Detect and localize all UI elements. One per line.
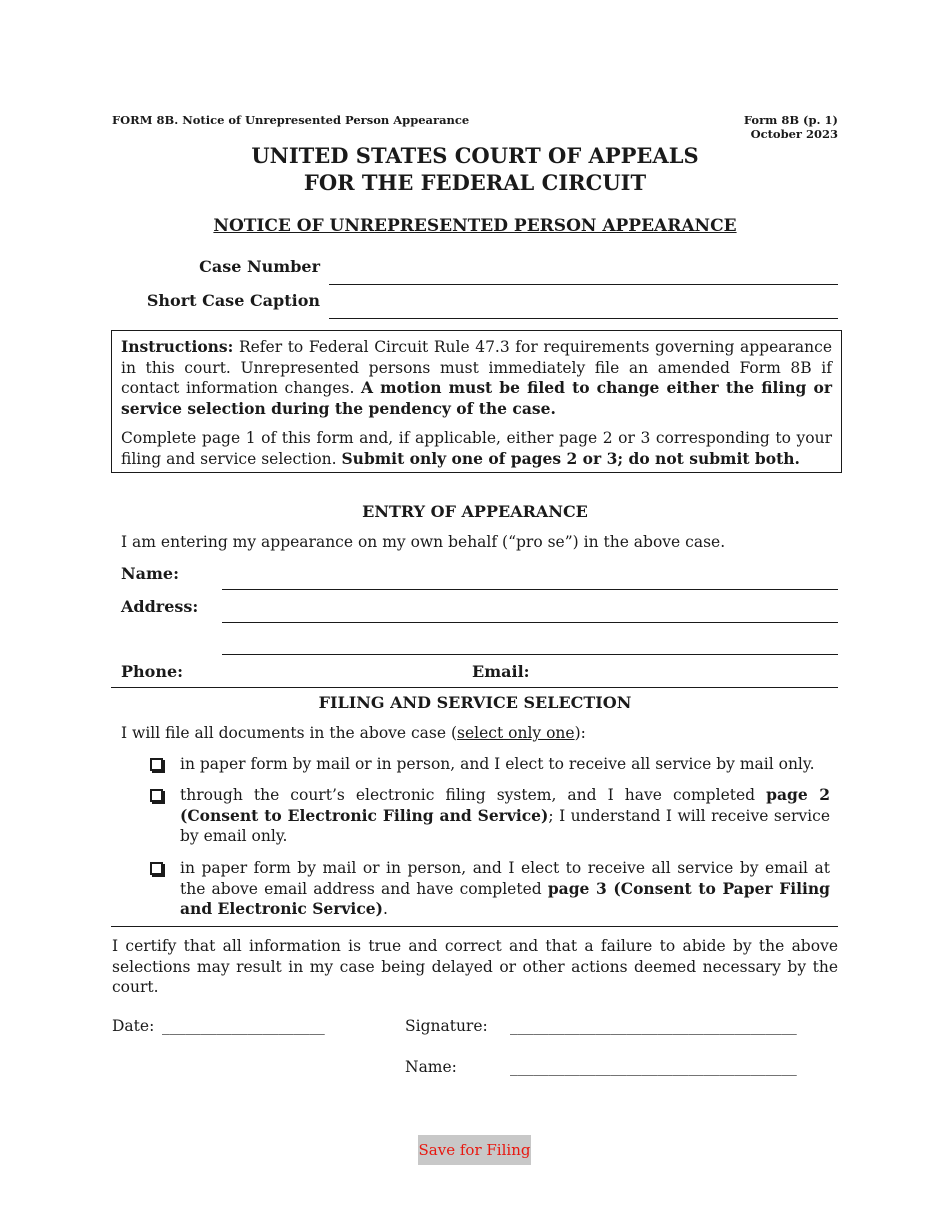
- instructions-lead: Instructions:: [121, 337, 234, 356]
- instructions-text: Refer to Federal Circuit Rule 47.3 for requirements governing appearance in this court. Unrepresented persons must immediately file an amended Form 8B if contact information changes.: [121, 338, 832, 397]
- option1-text: in paper form by mail or in person, and I elect to receive all service by mail only.: [180, 755, 815, 773]
- short-caption-label: Short Case Caption: [146, 291, 320, 310]
- address-field-line2[interactable]: [222, 654, 838, 655]
- option1-checkbox[interactable]: [150, 758, 163, 771]
- date-label: Date:: [112, 1017, 155, 1035]
- phone-label: Phone:: [121, 662, 184, 681]
- name-field[interactable]: [222, 589, 838, 590]
- selection-intro-underlined: select only one: [457, 724, 575, 742]
- option2-text-pre: through the court’s electronic filing system, and I have completed: [180, 786, 767, 804]
- instructions-submit-note: Submit only one of pages 2 or 3; do not submit both.: [341, 448, 800, 468]
- filing-service-title: FILING AND SERVICE SELECTION: [318, 693, 632, 712]
- certification-divider: [111, 926, 838, 927]
- name-label: Name:: [121, 564, 180, 583]
- selection-intro-post: ):: [574, 724, 586, 742]
- address-field-line1[interactable]: [222, 622, 838, 623]
- instructions-motion-note: A motion must be filed to change either the filing or service selection during the pendency of the case.: [121, 378, 832, 418]
- instructions-complete-text: Complete page 1 of this form and, if applicable, either page 2 or 3 corresponding to your filing and service selection.: [121, 429, 832, 468]
- email-label: Email:: [472, 662, 530, 681]
- signature-label: Signature:: [405, 1017, 488, 1035]
- address-label: Address:: [121, 597, 199, 616]
- option3-checkbox[interactable]: [150, 862, 163, 875]
- form-header-title: FORM 8B. Notice of Unrepresented Person Appearance: [112, 113, 470, 127]
- form-header-page-info: [744, 113, 838, 141]
- notice-title-text: NOTICE OF UNREPRESENTED PERSON APPEARANCE: [213, 216, 737, 236]
- option3-text: [180, 858, 830, 920]
- option2-checkbox[interactable]: [150, 789, 163, 802]
- signer-name-field[interactable]: _____________________________________: [510, 1058, 797, 1076]
- option3-text-post: .: [382, 900, 388, 918]
- instructions-paragraph-1: [121, 337, 832, 419]
- court-name: [0, 142, 950, 196]
- option3-page-ref: page 3 (Consent to Paper Filing and Electronic Service): [180, 878, 830, 918]
- option2-text-post: ; I understand I will receive service by email only.: [180, 806, 830, 845]
- court-name-line1: UNITED STATES COURT OF APPEALS: [251, 143, 699, 168]
- form-revision-date: October 2023: [750, 127, 838, 141]
- certification-text: I certify that all information is true and correct and that a failure to abide by the above selections may result in my case being delayed or other actions deemed necessary by the court.: [112, 937, 838, 996]
- signer-name-label: Name:: [405, 1058, 457, 1076]
- entry-of-appearance-title: ENTRY OF APPEARANCE: [362, 502, 588, 521]
- selection-intro: [121, 723, 586, 744]
- instructions-paragraph-2: [121, 428, 832, 469]
- court-name-line2: FOR THE FEDERAL CIRCUIT: [303, 170, 647, 195]
- email-field[interactable]: [535, 660, 835, 684]
- section-divider: [111, 687, 838, 688]
- instructions-box: [111, 330, 842, 473]
- form-page-number: Form 8B (p. 1): [743, 113, 838, 127]
- entry-statement: I am entering my appearance on my own behalf (“pro se”) in the above case.: [121, 533, 726, 551]
- phone-field[interactable]: [190, 660, 460, 684]
- signature-field[interactable]: _____________________________________: [510, 1017, 797, 1035]
- save-for-filing-button[interactable]: Save for Filing: [418, 1135, 531, 1165]
- selection-intro-pre: I will file all documents in the above case (: [121, 724, 458, 742]
- option2-page-ref: page 2 (Consent to Electronic Filing and Service): [180, 785, 830, 825]
- date-field[interactable]: _____________________: [162, 1017, 325, 1035]
- short-caption-field[interactable]: [329, 318, 838, 319]
- case-number-label: Case Number: [199, 257, 320, 276]
- option2-text: [180, 785, 830, 847]
- case-number-field[interactable]: [329, 284, 838, 285]
- notice-title: [0, 216, 950, 236]
- option3-text-pre: in paper form by mail or in person, and I elect to receive all service by email at the above email address and have completed: [180, 859, 830, 898]
